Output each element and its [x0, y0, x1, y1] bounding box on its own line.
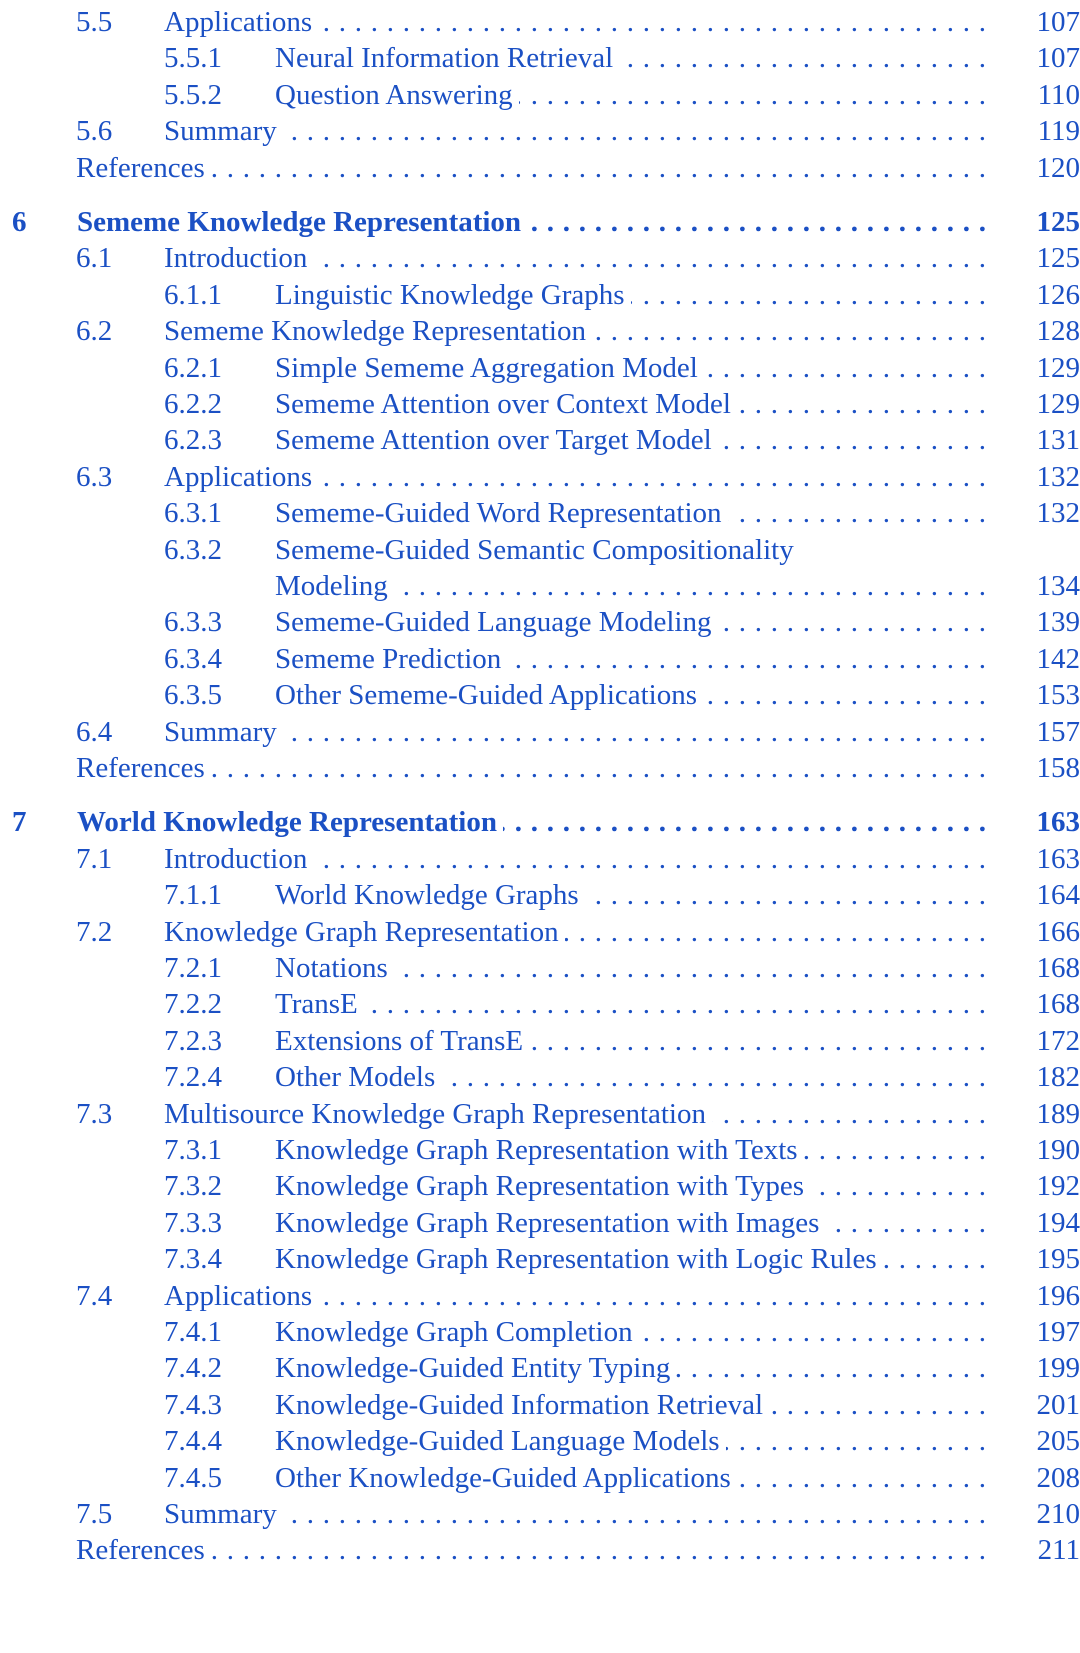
- toc-entry-title[interactable]: Knowledge-Guided Language Models: [275, 1425, 720, 1458]
- toc-entry-title[interactable]: Sememe-Guided Language Modeling: [275, 606, 712, 639]
- toc-entry-section[interactable]: [0, 714, 1080, 750]
- toc-entry-title[interactable]: Sememe Attention over Context Model: [275, 388, 731, 420]
- toc-entry-subsection[interactable]: [0, 532, 1080, 568]
- toc-entry-page-number[interactable]: 126: [1036, 278, 1080, 311]
- toc-entry-title[interactable]: Other Knowledge-Guided Applications: [275, 1461, 731, 1494]
- toc-entry-chapter[interactable]: [0, 804, 1080, 840]
- dot-leader: [318, 1278, 986, 1314]
- dot-leader: [394, 950, 986, 986]
- toc-entry-title[interactable]: World Knowledge Representation: [77, 806, 497, 839]
- toc-entry-subsection[interactable]: [0, 641, 1080, 677]
- toc-entry-section[interactable]: [0, 459, 1080, 495]
- toc-entry-page-number[interactable]: 194: [1036, 1206, 1080, 1239]
- dot-leader: [737, 1460, 986, 1496]
- toc-entry-title[interactable]: Knowledge Graph Representation with Images: [275, 1206, 820, 1239]
- toc-entry-title[interactable]: Applications: [164, 460, 313, 493]
- toc-entry-subsection[interactable]: [0, 1168, 1080, 1204]
- dot-leader: [211, 750, 986, 786]
- toc-entry-title[interactable]: Sememe-Guided Semantic Compositionality: [275, 533, 794, 566]
- toc-entry-title[interactable]: World Knowledge Graphs: [275, 879, 579, 912]
- toc-entry-page-number[interactable]: 192: [1036, 1170, 1080, 1203]
- toc-entry-page-number[interactable]: 166: [1036, 915, 1080, 948]
- toc-entry-section[interactable]: [0, 240, 1080, 276]
- toc-entry-section[interactable]: [0, 313, 1080, 349]
- toc-entry-ref[interactable]: [0, 750, 1080, 786]
- toc-entry-title[interactable]: Knowledge-Guided Entity Typing: [275, 1352, 671, 1385]
- toc-entry-page-number[interactable]: 205: [1036, 1425, 1080, 1458]
- toc-entry-page-number[interactable]: 201: [1036, 1388, 1080, 1421]
- dot-leader: [804, 1132, 986, 1168]
- toc-entry-page-number[interactable]: 131: [1036, 424, 1080, 457]
- toc-entry-page-number[interactable]: 158: [1036, 752, 1080, 784]
- toc-entry-number: 6.3: [76, 460, 113, 493]
- toc-entry-subsection[interactable]: [0, 422, 1080, 458]
- toc-entry-page-number[interactable]: 157: [1036, 715, 1080, 748]
- toc-entry-section[interactable]: [0, 1278, 1080, 1314]
- toc-entry-number: 6.3.1: [164, 497, 222, 530]
- dot-leader: [529, 1023, 986, 1059]
- toc-entry-number: 7.1: [76, 842, 113, 875]
- toc-entry-title[interactable]: Introduction: [164, 842, 308, 875]
- toc-entry-chapter[interactable]: [0, 204, 1080, 240]
- toc-entry-number: 7.3: [76, 1097, 113, 1130]
- dot-leader: [519, 77, 986, 113]
- toc-entry-title[interactable]: Applications: [164, 6, 313, 38]
- toc-entry-page-number[interactable]: 210: [1036, 1498, 1080, 1530]
- toc-entry-number: 6.4: [76, 715, 113, 748]
- toc-entry-title[interactable]: Sememe Knowledge Representation: [164, 315, 586, 348]
- toc-entry-title[interactable]: Sememe Knowledge Representation: [77, 206, 522, 238]
- toc-entry-subsection[interactable]: [0, 386, 1080, 422]
- dot-leader: [283, 1496, 986, 1532]
- toc-entry-page-number[interactable]: 110: [1037, 78, 1080, 111]
- dot-leader: [825, 1205, 986, 1241]
- toc-entry-title[interactable]: Summary: [164, 115, 277, 148]
- toc-entry-section[interactable]: [0, 914, 1080, 950]
- dot-leader: [810, 1168, 986, 1204]
- toc-entry-title[interactable]: Summary: [164, 1498, 277, 1530]
- toc-entry-title[interactable]: Extensions of TransE: [275, 1024, 524, 1057]
- toc-entry-subsection[interactable]: [0, 277, 1080, 313]
- dot-leader: [283, 714, 986, 750]
- dot-leader: [728, 495, 986, 531]
- toc-entry-page-number[interactable]: 168: [1036, 988, 1080, 1021]
- toc-entry-number: 7.4.5: [164, 1461, 222, 1494]
- toc-entry-title[interactable]: Notations: [275, 952, 388, 984]
- dot-leader: [883, 1241, 986, 1277]
- toc-entry-section[interactable]: [0, 4, 1080, 40]
- dot-leader: [364, 986, 986, 1022]
- toc-entry-title[interactable]: Knowledge Graph Completion: [275, 1316, 633, 1348]
- toc-entry-page-number[interactable]: 196: [1036, 1279, 1080, 1312]
- toc-entry-title[interactable]: Introduction: [164, 242, 308, 275]
- toc-entry-subsection[interactable]: [0, 1350, 1080, 1386]
- toc-entry-number: 7.4.2: [164, 1352, 222, 1385]
- dot-leader: [631, 277, 986, 313]
- toc-entry-number: 5.6: [76, 115, 113, 148]
- toc-entry-page-number[interactable]: 153: [1036, 679, 1080, 712]
- dot-leader: [507, 641, 986, 677]
- toc-entry-number: 5.5.1: [164, 42, 222, 75]
- toc-entry-number: 6.1: [76, 242, 113, 275]
- toc-entry-number: 7.3.3: [164, 1206, 222, 1239]
- toc-entry-page-number[interactable]: 125: [1036, 206, 1080, 238]
- toc-entry-title[interactable]: Other Sememe-Guided Applications: [275, 679, 698, 712]
- toc-entry-page-number[interactable]: 132: [1036, 497, 1080, 530]
- toc-entry-subsection[interactable]: [0, 877, 1080, 913]
- toc-entry-number: 7.2: [76, 915, 113, 948]
- toc-entry-title[interactable]: Neural Information Retrieval: [275, 42, 614, 75]
- toc-entry-subsection[interactable]: [0, 1314, 1080, 1350]
- dot-leader: [585, 877, 986, 913]
- toc-entry-number: 7.2.1: [164, 952, 222, 984]
- toc-entry-title[interactable]: Sememe Prediction: [275, 642, 502, 675]
- toc-entry-number: 7.2.3: [164, 1024, 222, 1057]
- toc-entry-subsection[interactable]: [0, 350, 1080, 386]
- toc-entry-title[interactable]: Sememe Attention over Target Model: [275, 424, 712, 457]
- dot-leader: [619, 40, 986, 76]
- toc-entry-page-number[interactable]: 163: [1036, 842, 1080, 875]
- toc-entry-number: 7.4.1: [164, 1316, 222, 1348]
- dot-leader: [503, 804, 986, 840]
- toc-entry-number: 5.5: [76, 6, 113, 38]
- dot-leader: [283, 113, 986, 149]
- toc-entry-title[interactable]: References: [76, 151, 205, 184]
- toc-entry-title[interactable]: References: [76, 752, 205, 784]
- toc-entry-title[interactable]: Sememe-Guided Word Representation: [275, 497, 722, 530]
- toc-entry-title[interactable]: Summary: [164, 715, 277, 748]
- toc-entry-title[interactable]: TransE: [275, 988, 358, 1021]
- toc-entry-number: 6.3.4: [164, 642, 222, 675]
- dot-leader: [211, 1532, 986, 1568]
- toc-entry-section[interactable]: [0, 841, 1080, 877]
- toc-entry-page-number[interactable]: 197: [1036, 1316, 1080, 1348]
- toc-entry-number: 7.4.4: [164, 1425, 222, 1458]
- toc-entry-page-number[interactable]: 129: [1036, 388, 1080, 420]
- toc-entry-number: 7.5: [76, 1498, 113, 1530]
- toc-entry-page-number[interactable]: 164: [1036, 879, 1080, 912]
- toc-entry-number: 7.1.1: [164, 879, 222, 912]
- toc-entry-title[interactable]: References: [76, 1534, 205, 1567]
- dot-leader: [313, 841, 986, 877]
- dot-leader: [718, 422, 986, 458]
- toc-entry-title[interactable]: Simple Sememe Aggregation Model: [275, 351, 698, 384]
- toc-entry-number: 6.2.1: [164, 351, 222, 384]
- toc-entry-number: 6.3.5: [164, 679, 222, 712]
- dot-leader: [737, 386, 986, 422]
- toc-entry-title[interactable]: Knowledge Graph Representation with Texts: [275, 1134, 798, 1166]
- toc-entry-section[interactable]: [0, 113, 1080, 149]
- toc-entry-section[interactable]: [0, 1096, 1080, 1132]
- dot-leader: [313, 240, 986, 276]
- toc-entry-ref[interactable]: [0, 150, 1080, 186]
- toc-entry-page-number[interactable]: 208: [1036, 1461, 1080, 1494]
- toc-entry-title[interactable]: Other Models: [275, 1061, 436, 1094]
- toc-entry-page-number[interactable]: 132: [1036, 460, 1080, 493]
- toc-entry-page-number[interactable]: 125: [1036, 242, 1080, 275]
- toc-entry-number: 6.2: [76, 315, 113, 348]
- toc-entry-subsection[interactable]: [0, 604, 1080, 640]
- toc-entry-page-number[interactable]: 190: [1036, 1134, 1080, 1166]
- dot-leader: [712, 1096, 986, 1132]
- toc-entry-subsection[interactable]: [0, 495, 1080, 531]
- toc-entry-page-number[interactable]: 128: [1036, 315, 1080, 348]
- toc-entry-page-number[interactable]: 182: [1036, 1061, 1080, 1094]
- toc-entry-subsection[interactable]: [0, 950, 1080, 986]
- toc-entry-page-number[interactable]: 172: [1036, 1024, 1080, 1057]
- dot-leader: [211, 150, 986, 186]
- dot-leader: [703, 677, 986, 713]
- toc-entry-title[interactable]: Knowledge Graph Representation with Logic Rules: [275, 1243, 877, 1276]
- toc-entry-page-number[interactable]: 107: [1036, 6, 1080, 38]
- toc-entry-number: 6.2.2: [164, 388, 222, 420]
- dot-leader: [718, 604, 986, 640]
- toc-entry-number: 7.3.4: [164, 1243, 222, 1276]
- toc-entry-page-number[interactable]: 195: [1036, 1243, 1080, 1276]
- toc-entry-number: 7.4: [76, 1279, 113, 1312]
- toc-entry-number: 6.2.3: [164, 424, 222, 457]
- dot-leader: [318, 4, 986, 40]
- dot-leader: [565, 914, 986, 950]
- toc-entry-ref[interactable]: [0, 1532, 1080, 1568]
- toc-entry-title[interactable]: Knowledge Graph Representation: [164, 915, 559, 948]
- toc-entry-subsection[interactable]: [0, 77, 1080, 113]
- toc-entry-page-number[interactable]: 189: [1036, 1097, 1080, 1130]
- toc-entry-number: 6.1.1: [164, 278, 222, 311]
- toc-entry-subsection[interactable]: [0, 986, 1080, 1022]
- toc-entry-subsection[interactable]: [0, 1423, 1080, 1459]
- toc-entry-number: 6.3.2: [164, 533, 222, 566]
- toc-entry-title[interactable]: Knowledge Graph Representation with Types: [275, 1170, 804, 1203]
- dot-leader: [592, 313, 986, 349]
- dot-leader: [527, 204, 986, 240]
- toc-entry-subsection[interactable]: [0, 1059, 1080, 1095]
- toc-entry-cont[interactable]: [0, 568, 1080, 604]
- dot-leader: [639, 1314, 986, 1350]
- toc-entry-title[interactable]: Modeling: [275, 570, 388, 602]
- toc-entry-page-number[interactable]: 211: [1037, 1534, 1080, 1567]
- toc-entry-title[interactable]: Linguistic Knowledge Graphs: [275, 278, 625, 311]
- toc-entry-page-number[interactable]: 129: [1036, 351, 1080, 384]
- toc-entry-subsection[interactable]: [0, 677, 1080, 713]
- toc-entry-subsection[interactable]: [0, 40, 1080, 76]
- toc-entry-page-number[interactable]: 142: [1036, 642, 1080, 675]
- toc-entry-title[interactable]: Knowledge-Guided Information Retrieval: [275, 1388, 764, 1421]
- dot-leader: [441, 1059, 986, 1095]
- toc-entry-number: 6: [12, 206, 27, 238]
- toc-entry-page-number[interactable]: 163: [1036, 806, 1080, 839]
- dot-leader: [726, 1423, 986, 1459]
- toc-entry-number: 7: [12, 806, 27, 839]
- toc-entry-number: 6.3.3: [164, 606, 222, 639]
- toc-entry-section[interactable]: [0, 1496, 1080, 1532]
- toc-entry-subsection[interactable]: [0, 1023, 1080, 1059]
- dot-leader: [704, 350, 986, 386]
- dot-leader: [394, 568, 986, 604]
- toc-entry-subsection[interactable]: [0, 1241, 1080, 1277]
- toc-entry-title[interactable]: Applications: [164, 1279, 313, 1312]
- toc-entry-page-number[interactable]: 120: [1036, 151, 1080, 184]
- toc-entry-page-number[interactable]: 199: [1036, 1352, 1080, 1385]
- toc-entry-number: 7.2.2: [164, 988, 222, 1021]
- toc-entry-page-number[interactable]: 139: [1036, 606, 1080, 639]
- toc-entry-number: 7.4.3: [164, 1388, 222, 1421]
- dot-leader: [769, 1387, 986, 1423]
- toc-entry-number: 7.2.4: [164, 1061, 222, 1094]
- dot-leader: [676, 1350, 986, 1386]
- toc-entry-page-number[interactable]: 134: [1036, 570, 1080, 602]
- toc-entry-page-number[interactable]: 168: [1036, 952, 1080, 984]
- toc-entry-number: 7.3.2: [164, 1170, 222, 1203]
- toc-entry-subsection[interactable]: [0, 1205, 1080, 1241]
- toc-entry-number: 7.3.1: [164, 1134, 222, 1166]
- toc-entry-number: 5.5.2: [164, 78, 222, 111]
- toc-entry-page-number[interactable]: 107: [1036, 42, 1080, 75]
- toc-entry-page-number[interactable]: 119: [1037, 115, 1080, 148]
- toc-entry-subsection[interactable]: [0, 1132, 1080, 1168]
- toc-entry-subsection[interactable]: [0, 1387, 1080, 1423]
- dot-leader: [318, 459, 986, 495]
- toc-entry-title[interactable]: Multisource Knowledge Graph Representation: [164, 1097, 706, 1130]
- toc-entry-title[interactable]: Question Answering: [275, 78, 513, 111]
- toc-entry-subsection[interactable]: [0, 1460, 1080, 1496]
